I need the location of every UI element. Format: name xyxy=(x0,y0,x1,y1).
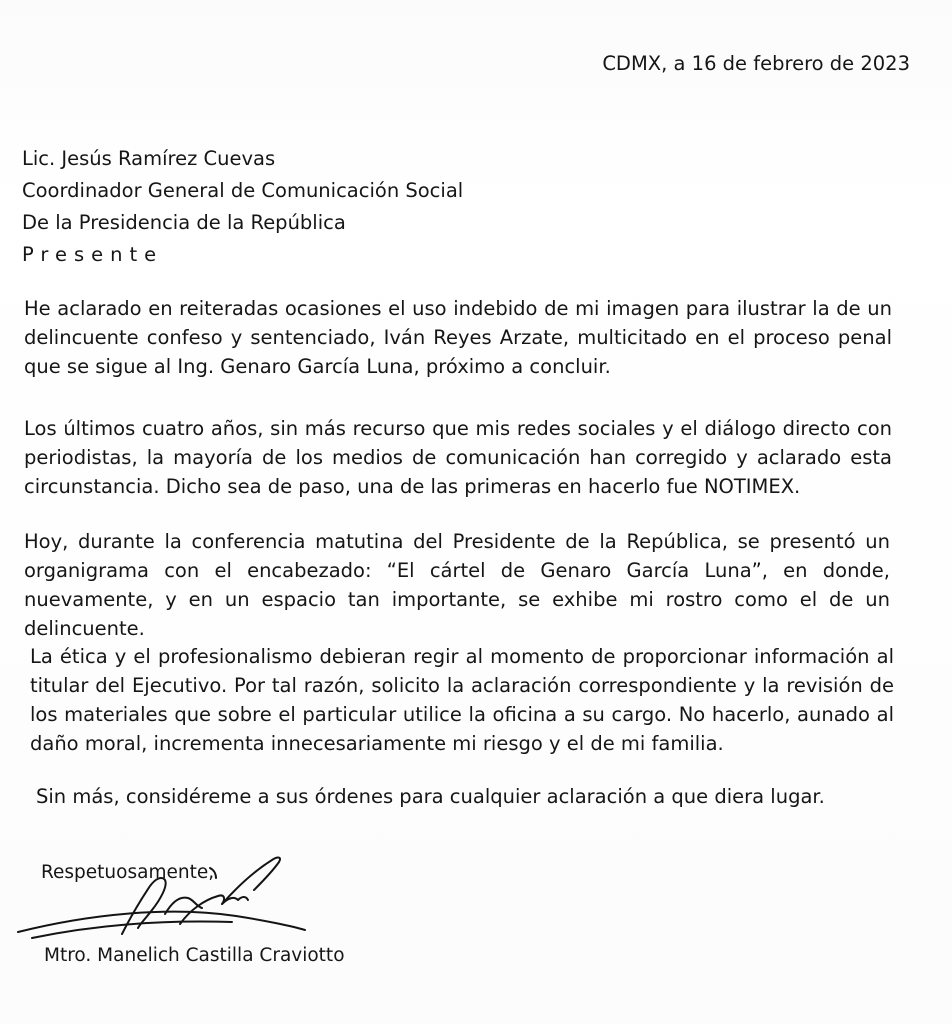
body-paragraph-1: He aclarado en reiteradas ocasiones el uso indebido de mi imagen para ilustrar la de un delincuente confeso y sentenciado, Iván Reyes Arzate, multicitado en el proceso penal que se sigue al Ing. Genaro García Luna, próximo a concluir. xyxy=(24,297,892,378)
body-paragraph-3: Hoy, durante la conferencia matutina del Presidente de la República, se presentó un organigrama con el encabezado: “El cártel de Genaro García Luna”, en donde, nuevamente, y en un espacio tan importante, se exhibe mi rostro como el de un delincuente. xyxy=(24,530,890,640)
body-paragraph-4: La ética y el profesionalismo debieran regir al momento de proporcionar información al titular del Ejecutivo. Por tal razón, solicito la aclaración correspondiente y la revisión de los materiales que sobre el particular utilice la oficina a su cargo. No hacerlo, aunado al daño moral, incrementa innecesariamente mi riesgo y el de mi familia. xyxy=(30,645,894,755)
body-paragraph-2: Los últimos cuatro años, sin más recurso que mis redes sociales y el diálogo directo con periodistas, la mayoría de los medios de comunicación han corregido y aclarado esta circunstancia. Dicho sea de paso, una de las primeras en hacerlo fue NOTIMEX. xyxy=(24,417,892,498)
signer-name: Mtro. Manelich Castilla Craviotto xyxy=(44,945,345,966)
body-paragraph-5: Sin más, considéreme a sus órdenes para cualquier aclaración a que diera lugar. xyxy=(36,785,825,808)
recipient-title: Coordinador General de Comunicación Social xyxy=(22,179,464,202)
recipient-block xyxy=(22,143,463,271)
closing-salutation: Respetuosamente, xyxy=(41,862,215,883)
letter-date: CDMX, a 16 de febrero de 2023 xyxy=(602,52,910,75)
recipient-name: Lic. Jesús Ramírez Cuevas xyxy=(22,147,276,170)
handwritten-signature xyxy=(0,840,360,950)
recipient-greeting: Presente xyxy=(22,243,164,266)
recipient-office: De la Presidencia de la República xyxy=(22,211,346,234)
